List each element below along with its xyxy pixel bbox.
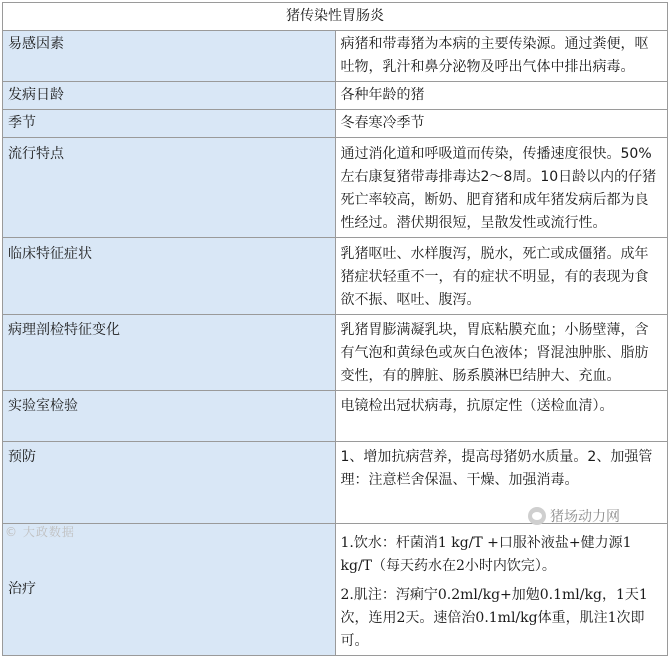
- row-content: 通过消化道和呼吸道而传染，传播速度很快。50%左右康复猪带毒排毒达2～8周。10日龄以内的仔猪死亡率较高，断奶、肥育猪和成年猪发病后都为良性经过。潜伏期很短，呈散发性或流行性。: [335, 138, 668, 238]
- row-content: 病猪和带毒猪为本病的主要传染源。通过粪便，呕吐物，乳汁和鼻分泌物及呼出气体中排出病毒。: [335, 31, 668, 82]
- row-content: 冬春寒冷季节: [335, 110, 668, 138]
- table-row: [3, 31, 668, 82]
- row-label: 季节: [3, 110, 336, 138]
- table-row: [3, 238, 668, 315]
- row-label: 易感因素: [3, 31, 336, 82]
- table-title-row: [3, 3, 668, 31]
- row-label: 治疗: [3, 524, 336, 656]
- row-content: 电镜检出冠状病毒，抗原定性（送检血清）。: [335, 391, 668, 442]
- row-label: 发病日龄: [3, 82, 336, 110]
- table-row: [3, 138, 668, 238]
- row-label: 病理剖检特征变化: [3, 315, 336, 391]
- treatment-line-1: 1.饮水：杆菌消1 kg/T +口服补液盐+健力源1 kg/T（每天药水在2小时内饮完）。: [340, 535, 632, 574]
- table-row: [3, 524, 668, 656]
- document: [2, 2, 668, 656]
- wechat-icon: [528, 507, 546, 525]
- table-row: [3, 82, 668, 110]
- table-row: [3, 391, 668, 442]
- table-row: [3, 110, 668, 138]
- row-label: 流行特点: [3, 138, 336, 238]
- watermark-right: [528, 506, 620, 526]
- row-content: 各种年龄的猪: [335, 82, 668, 110]
- treatment-line-2: 2.肌注：泻痢宁0.2ml/kg+加勉0.1ml/kg，1天1次，连用2天。速倍治0.1ml/kg体重，肌注1次即可。: [340, 587, 648, 649]
- row-label: 预防: [3, 442, 336, 524]
- row-label: 实验室检验: [3, 391, 336, 442]
- row-content: [335, 524, 668, 656]
- row-label: 临床特征症状: [3, 238, 336, 315]
- table-row: [3, 315, 668, 391]
- disease-table: [2, 2, 668, 656]
- row-content: 乳猪胃膨满凝乳块，胃底粘膜充血；小肠壁薄，含有气泡和黄绿色或灰白色液体；肾混浊肿胀、脂肪变性，有的脾脏、肠系膜淋巴结肿大、充血。: [335, 315, 668, 391]
- watermark-left: © 大政数据: [5, 525, 75, 539]
- row-content: 1、增加抗病营养，提高母猪奶水质量。2、加强管理：注意栏舍保温、干燥、加强消毒。: [335, 442, 668, 524]
- row-content: 乳猪呕吐、水样腹泻，脱水，死亡或成僵猪。成年猪症状轻重不一，有的症状不明显，有的表现为食欲不振、呕吐、腹泻。: [335, 238, 668, 315]
- table-title: 猪传染性胃肠炎: [3, 3, 668, 31]
- watermark-right-text: 猪场动力网: [550, 509, 620, 525]
